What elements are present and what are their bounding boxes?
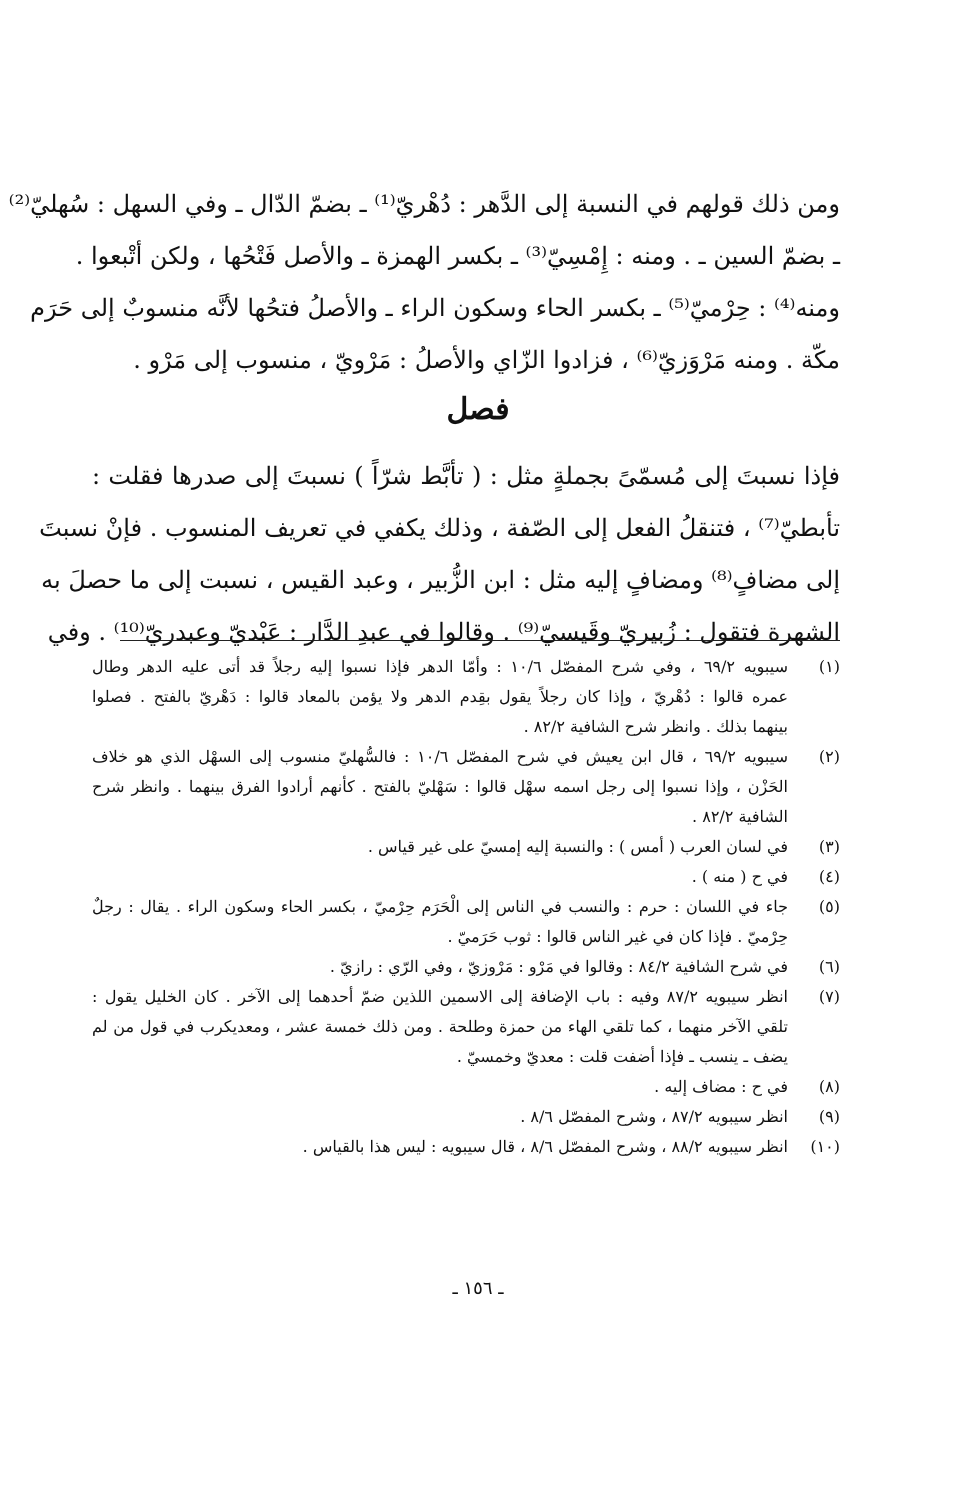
main-paragraph: [8, 178, 840, 386]
footnote: [92, 1132, 840, 1162]
footnote-line: الشافية ٨٢/٢ .: [692, 807, 788, 826]
footnote-line: الحَزْن ، وإذا نسبوا إلى رجل اسمه سهْل قالوا : سَهْليّ بالفتح . كأنهم أرادوا الفرق بينهما . وانظر شرح: [92, 777, 789, 796]
footnote-line: سيبويه ٦٩/٢ ، وفي شرح المفصّل ١٠/٦ : وأمّا الدهر فإذا نسبوا إليه رجلاً قد أتى عليه الدهر وطال: [92, 657, 788, 676]
footnote-text: [92, 1132, 788, 1162]
footnote-number: (٣): [818, 837, 840, 856]
section-line: الشهرة فتقول : زُبيريّ وقَيسيّ⁽⁹⁾ . وقالوا في عبدِ الدَّار : عَبْديّ وعبدريّ⁽¹⁰⁾ . وفي: [47, 618, 840, 646]
footnote-number: (١): [818, 657, 840, 676]
footnote-line: يضف ـ ينسب ـ فإذا أضفت قلت : معديّ وخمسيّ .: [456, 1047, 788, 1066]
footnote-number: (٦): [818, 957, 840, 976]
footnote-text: [92, 862, 788, 892]
footnote-line: في لسان العرب ( أمس ) : والنسبة إليه إمسيّ على غير قياس .: [367, 837, 788, 856]
footnote: [92, 862, 840, 892]
footnote-number: (٧): [818, 987, 840, 1006]
footnote: [92, 1072, 840, 1102]
footnote-line: انظر سيبويه ٨٨/٢ ، وشرح المفصّل ٨/٦ ، قال سيبويه : ليس هذا بالقياس .: [302, 1137, 788, 1156]
footnote-text: [92, 832, 788, 862]
footnote: [92, 1102, 840, 1132]
footnote: [92, 832, 840, 862]
footnote-text: [92, 742, 788, 832]
page-number: ـ ١٥٦ ـ: [452, 1278, 504, 1299]
footnote-text: [92, 1072, 788, 1102]
footnote-text: [92, 652, 788, 742]
footnote-line: في شرح الشافية ٨٤/٢ : وقالوا في مَرْو : مَرْوزيّ ، وفي الرّي : رازيّ .: [329, 957, 788, 976]
footnote-number: (٢): [818, 747, 840, 766]
section-heading: فصل: [446, 392, 510, 427]
main-line: ومنه⁽⁴⁾ : حِرْميّ⁽⁵⁾ ـ بكسر الحاء وسكون الراء ـ والأصلُ فتحُها لأنَّه منسوبٌ إلى حَرَم: [30, 294, 840, 322]
footnote-text: [92, 1102, 788, 1132]
section-line: إلى مضافٍ⁽⁸⁾ ومضافٍ إليه مثل : ابن الزُّبير ، وعبد القيس ، نسبت إلى ما حصلَ به: [41, 566, 840, 594]
footnote-number: (٤): [818, 867, 840, 886]
footnote-line: جاء في اللسان : حرم : والنسب في الناس إلى الْحَرَم حِرْميّ ، بكسر الحاء وسكون الراء . يقال : رجلٌ: [92, 897, 788, 916]
footnote-line: سيبويه ٦٩/٢ ، قال ابن يعيش في شرح المفصّل ١٠/٦ : فالسُّهليّ منسوب إلى السهْل الذي هو خلاف: [92, 747, 788, 766]
footnote: [92, 982, 840, 1072]
footnote-line: في ح ( منه ) .: [691, 867, 788, 886]
footnote-line: عمره قالوا : دُهْريّ ، وإذا كان رجلاً يقول بقِدم الدهر ولا يؤمن بالمعاد قالوا : دَهْريّ بالفتح . فصلوا: [92, 687, 788, 706]
section-paragraph: [39, 450, 840, 658]
footnote-number: (١٠): [810, 1137, 840, 1156]
footnote: [92, 892, 840, 952]
footnote-line: بينهما بذلك . وانظر شرح الشافية ٨٢/٢ .: [523, 717, 788, 736]
footnote-text: [92, 892, 788, 952]
footnote-number: (٨): [818, 1077, 840, 1096]
footnote-text: [92, 952, 788, 982]
section-line: فإذا نسبتَ إلى مُسمّىً بجملةٍ مثل : ( تأبَّط شرّاً ) نسبتَ إلى صدرها فقلت :: [92, 462, 840, 490]
footnotes: [92, 652, 840, 1162]
footnote-line: في ح : مضاف إليه .: [654, 1077, 788, 1096]
footnote: [92, 742, 840, 832]
main-line: ومن ذلك قولهم في النسبة إلى الدَّهر : دُهْريّ⁽¹⁾ ـ بضمّ الدّال ـ وفي السهل : سُهليّ⁽²⁾: [8, 190, 840, 218]
footnote: [92, 952, 840, 982]
main-line: مكّة . ومنه مَرْوَزيّ⁽⁶⁾ ، فزادوا الزّاي والأصلُ : مَرْويّ ، منسوب إلى مَرْو .: [133, 346, 840, 374]
main-line: ـ بضمّ السين ـ . ومنه : إِمْسِيّ⁽³⁾ ـ بكسر الهمزة ـ والأصل فَتْحُها ، ولكن أتْبعوا .: [75, 242, 840, 270]
footnote-divider: [120, 640, 840, 641]
footnote-line: انظر سيبويه ٨٧/٢ وفيه : باب الإضافة إلى الاسمين اللذين ضمّ أحدهما إلى الآخر . كان الخليل يقول :: [92, 987, 788, 1006]
section-line: تأبطيّ⁽⁷⁾ ، فتنقلُ الفعل إلى الصّفة ، وذلك يكفي في تعريف المنسوب . فإنْ نسبتَ: [39, 514, 840, 542]
footnote: [92, 652, 840, 742]
footnote-line: حِرْميّ . فإذا كان في غير الناس قالوا : ثوب حَرَميّ .: [447, 927, 788, 946]
footnote-line: تلقي الآخر منهما ، كما تلقي الهاء من حمزة وطلحة . ومن ذلك خمسة عشر ، ومعديكرب في قول من لم: [92, 1017, 788, 1036]
footnote-number: (٩): [818, 1107, 840, 1126]
footnote-line: انظر سيبويه ٨٧/٢ ، وشرح المفصّل ٨/٦ .: [520, 1107, 788, 1126]
footnote-number: (٥): [818, 897, 840, 916]
footnote-text: [92, 982, 788, 1072]
